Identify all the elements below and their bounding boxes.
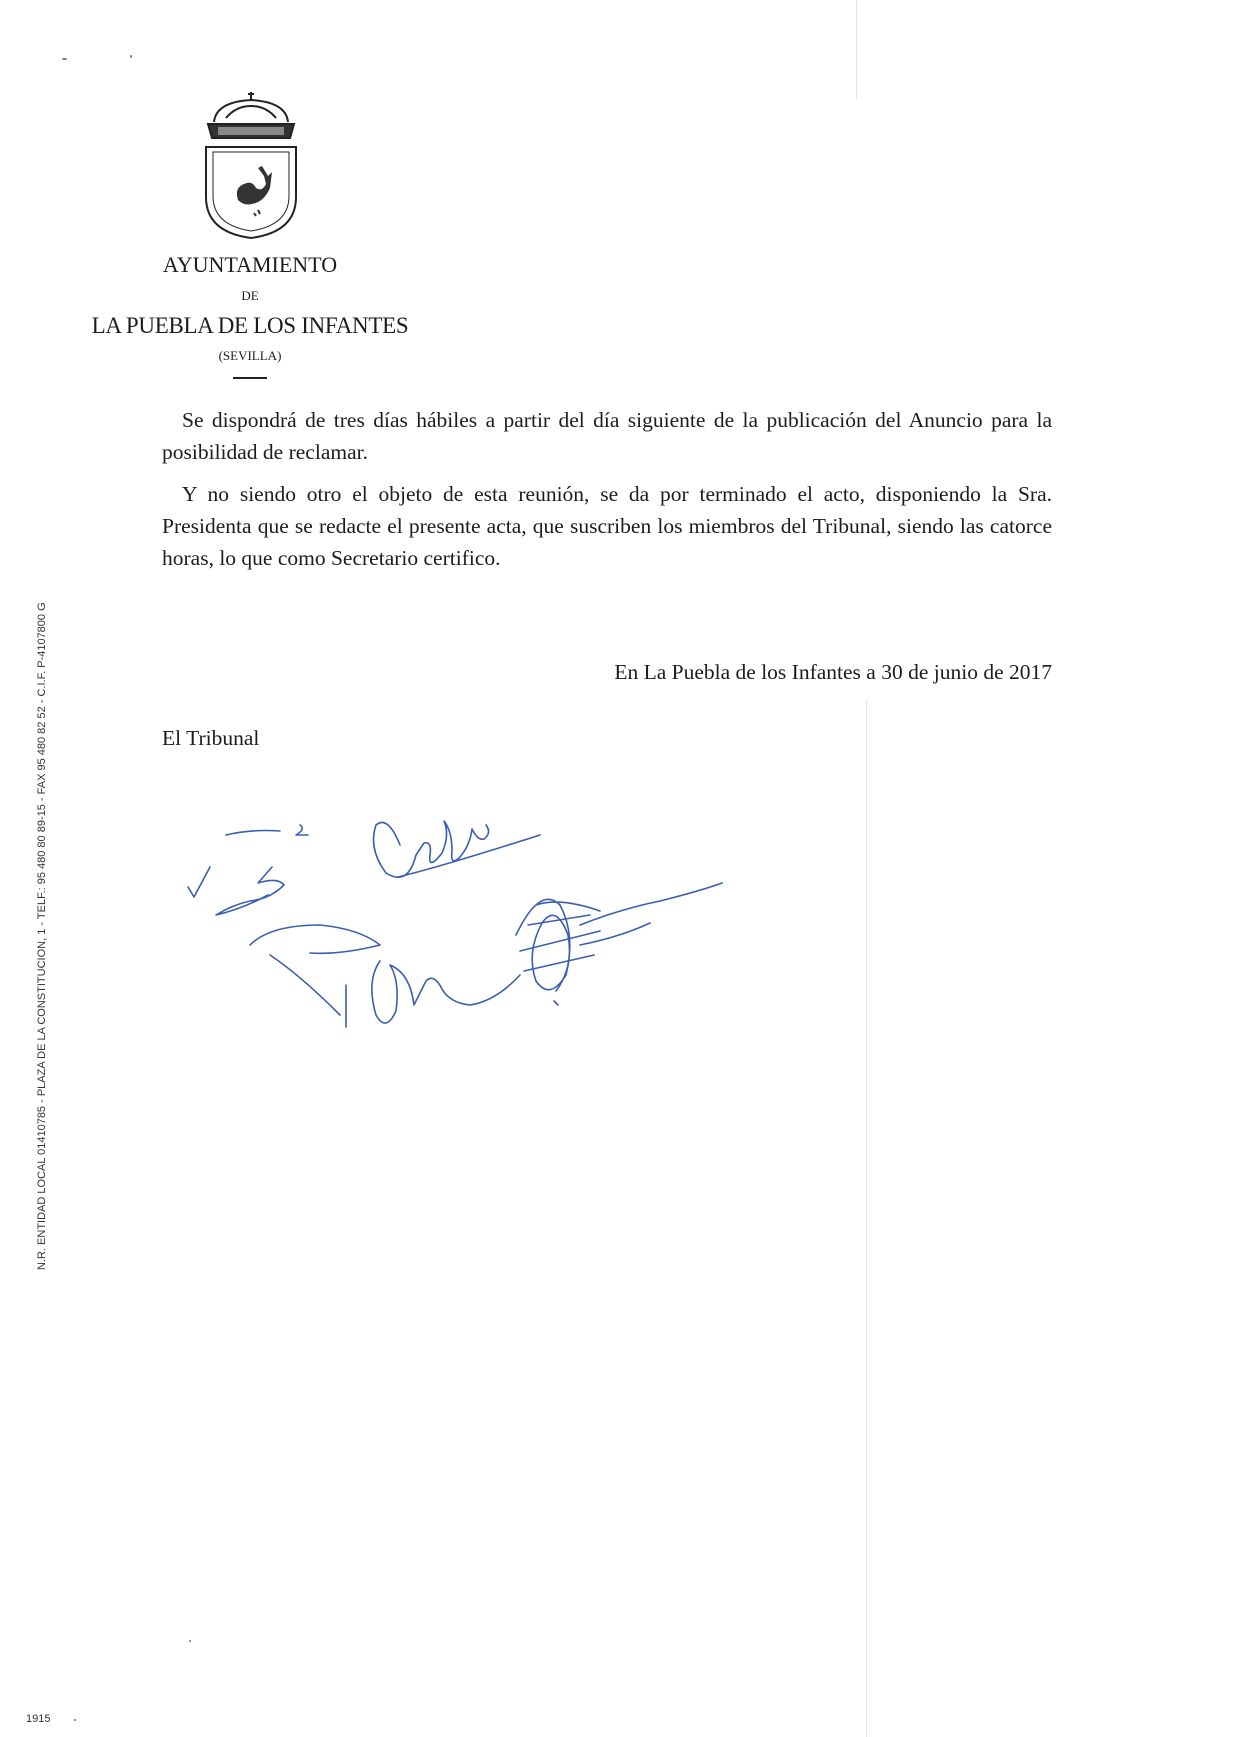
signature-stroke [580,883,722,925]
signature-stroke [270,955,340,1015]
signatures-image [180,805,730,1045]
letterhead-town: LA PUEBLA DE LOS INFANTES [91,313,409,338]
scan-speck [74,1719,76,1721]
letterhead-province: (SEVILLA) [218,348,282,363]
body-paragraphs [162,404,1052,584]
seal-rabbit-icon [237,166,272,205]
signature-stroke [250,925,380,953]
letterhead-de: DE [241,288,259,303]
signature-stroke [296,825,308,835]
page-code: 1915 [26,1713,51,1725]
paragraph-closing: Y no siendo otro el objeto de esta reunión, se da por terminado el acto, disponiendo la Sra. Presidenta que se redacte el presente acta, que suscriben los miembros del Tribunal, siendo las catorce horas, lo que como Secretario certifico. [162,482,1052,570]
signature-stroke [516,899,600,991]
scan-line [856,0,857,100]
scan-line [866,700,867,1737]
scan-speck [189,1640,191,1642]
signature-stroke [372,961,520,1023]
signature-stroke [188,867,210,897]
signature-stroke [216,867,284,915]
signature-stroke [554,1001,558,1005]
paragraph-claims-period: Se dispondrá de tres días hábiles a partir del día siguiente de la publicación del Anuncio para la posibilidad de reclamar. [162,408,1052,464]
letterhead-title: AYUNTAMIENTO [162,252,338,277]
letterhead-rule [233,377,267,379]
registry-margin-text: N.R. ENTIDAD LOCAL 01410785 - PLAZA DE LA CONSTITUCION, 1 - TELF.: 95 480 80 89-15 - FAX 95 480 82 52 - C.I.F. P-4107800 G [36,602,48,1270]
date-line: En La Puebla de los Infantes a 30 de junio de 2017 [614,660,1052,684]
signature-stroke [226,831,280,836]
municipal-crest-icon [196,92,306,242]
signatory-label: El Tribunal [162,726,260,750]
scan-speck [130,55,132,58]
scan-speck [62,58,67,60]
